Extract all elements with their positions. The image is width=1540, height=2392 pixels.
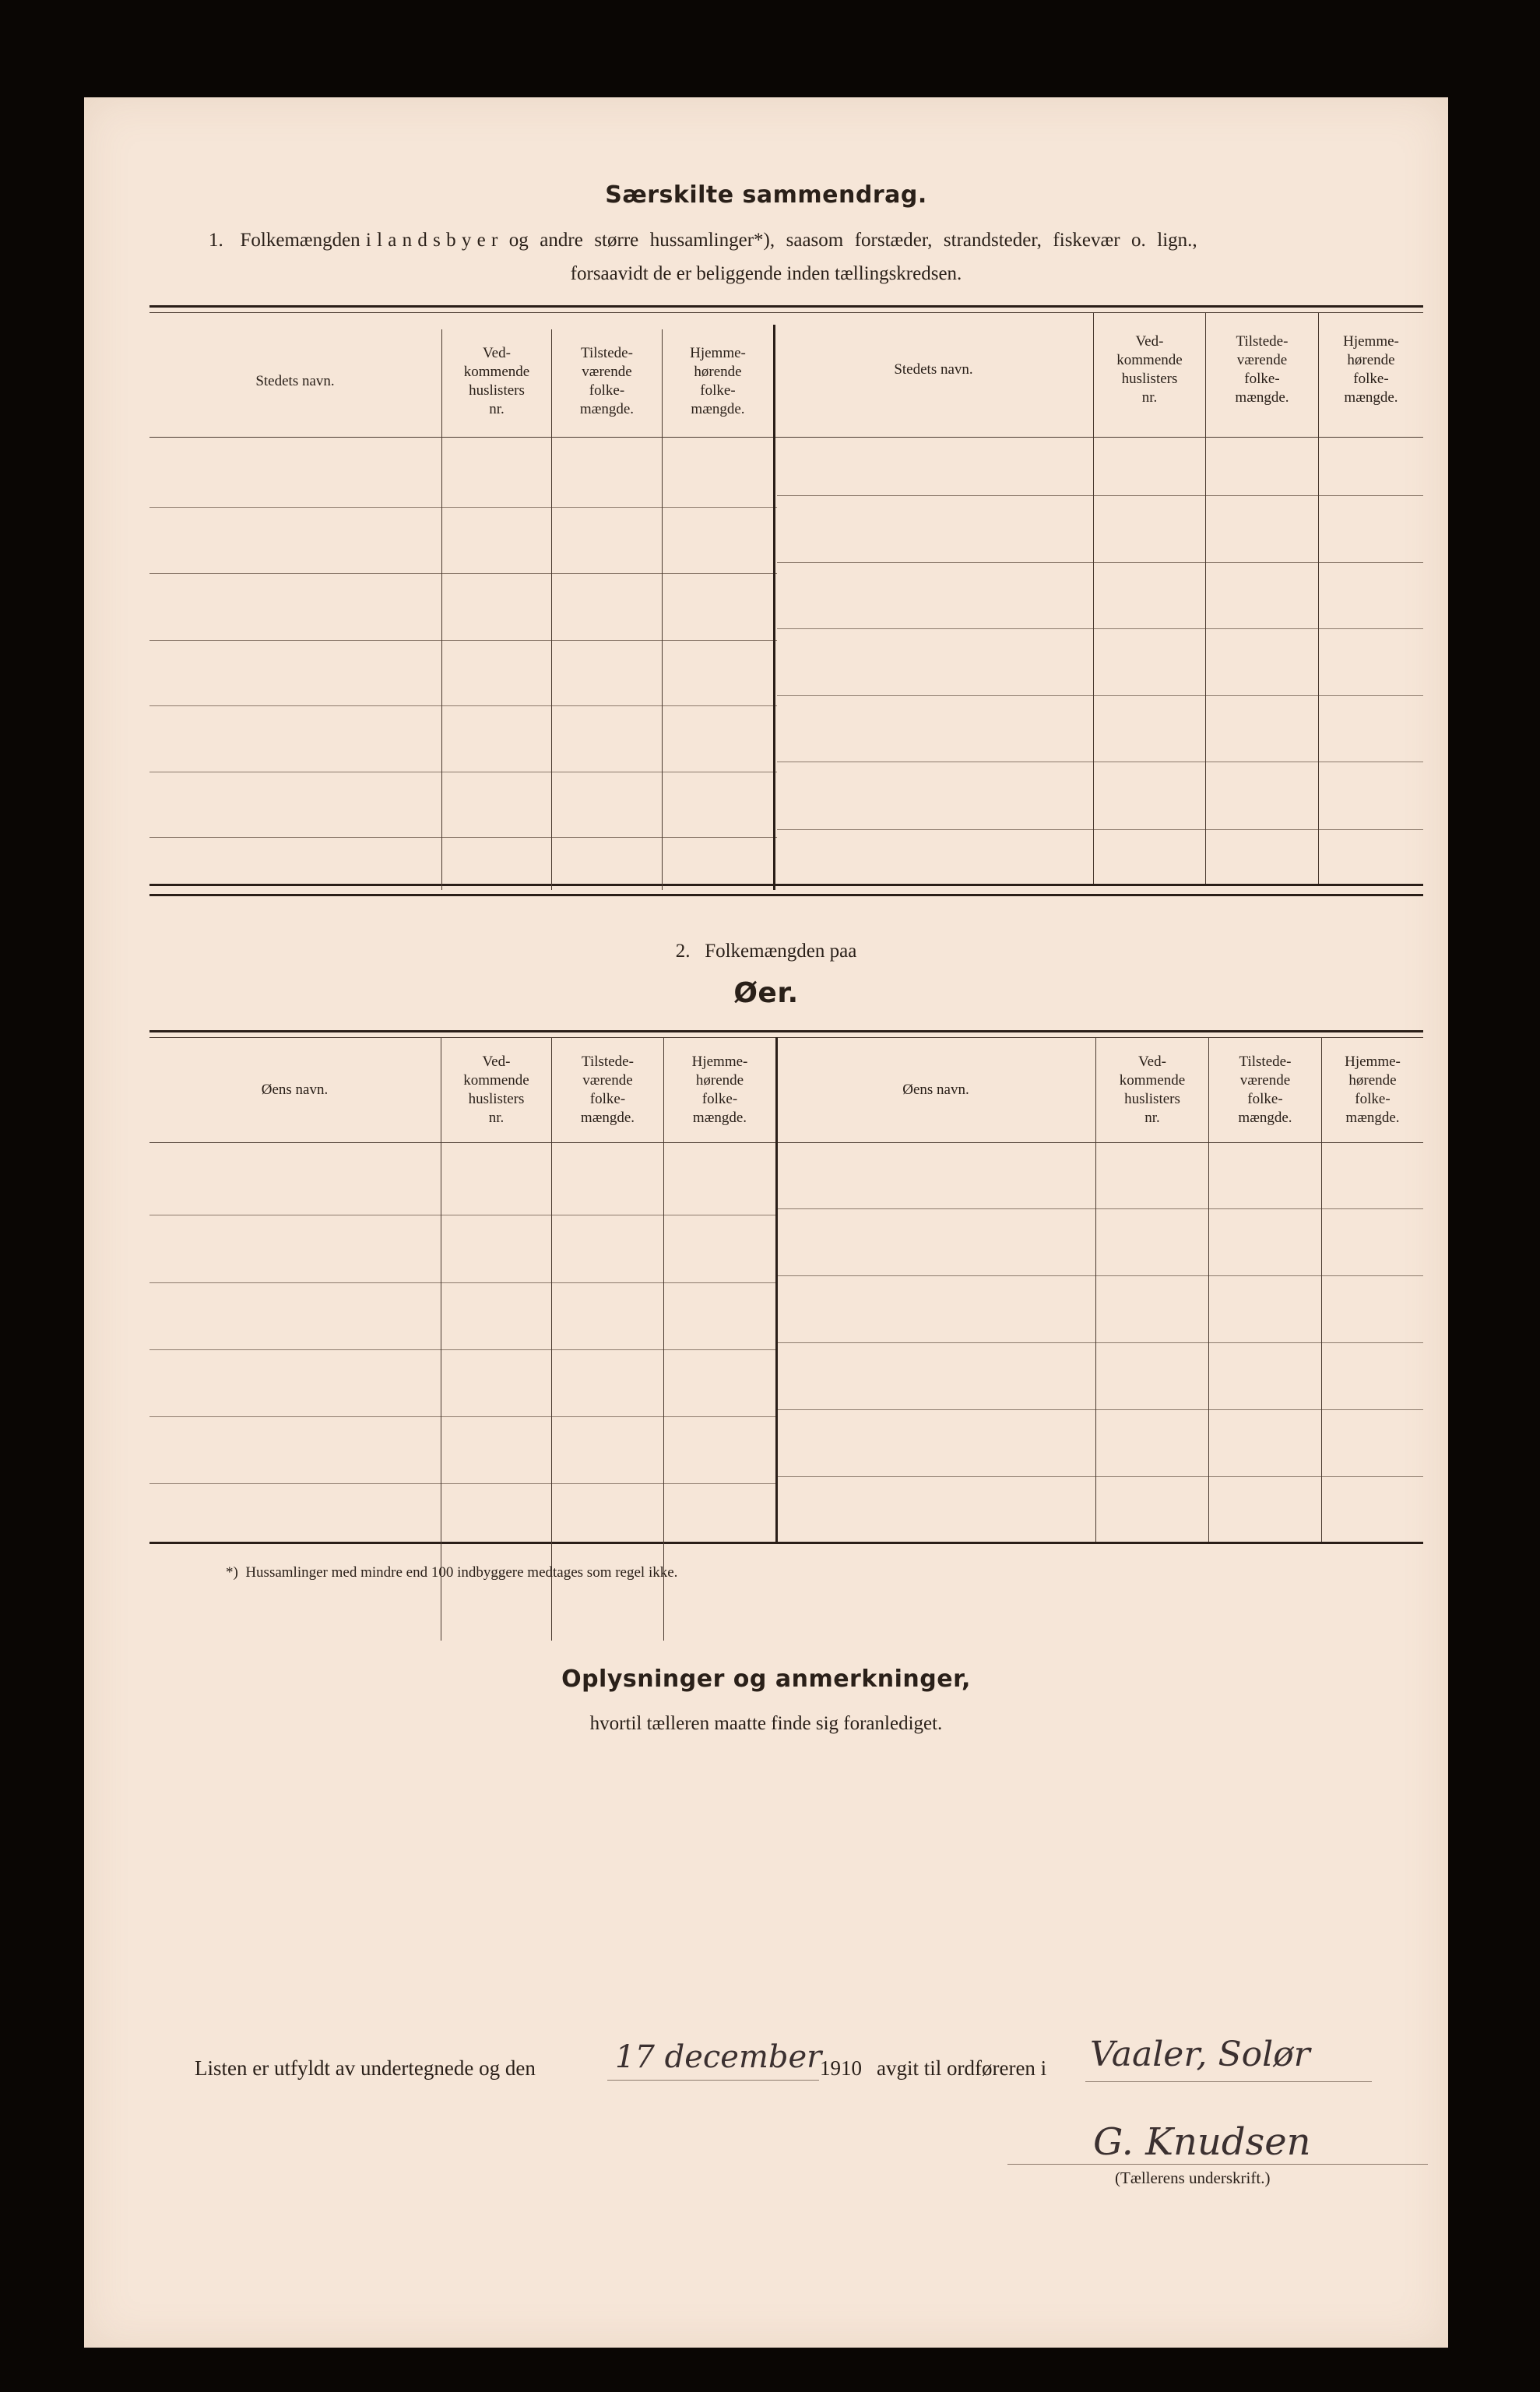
t2-header-tilstede-left: Tilstede- værende folke- mængde. [580, 1054, 635, 1126]
t2-header-name-left: Øens navn. [261, 1082, 329, 1098]
t1-header-hjemme-left: Hjemme- hørende folke- mængde. [690, 345, 746, 417]
t2-header-huslister-left: Ved- kommende huslisters nr. [463, 1054, 529, 1126]
closing-date-handwritten: 17 december [615, 2039, 822, 2075]
t2-header-tilstede-right: Tilstede- værende folke- mængde. [1238, 1054, 1292, 1126]
closing-place-handwritten: Vaaler, Solør [1090, 2035, 1310, 2074]
closing-text-before-date: Listen er utfyldt av undertegnede og den [195, 2056, 536, 2080]
section2-label: 2. Folkemængden paa [675, 941, 857, 962]
t1-header-tilstede-left: Tilstede- værende folke- mængde. [579, 345, 635, 417]
page-heading: Særskilte sammendrag. [605, 181, 927, 209]
t2-header-name-right: Øens navn. [902, 1082, 969, 1098]
t1-header-name-right: Stedets navn. [894, 361, 973, 378]
remarks-subtitle: hvortil tælleren maatte finde sig foranlediget. [589, 1713, 943, 1734]
t1-header-huslister-left: Ved- kommende huslisters nr. [463, 345, 530, 417]
signature-handwritten: G. Knudsen [1093, 2120, 1311, 2164]
section1-intro-line1: 1. Folkemængden i l a n d s b y e r og andre større hussamlinger*), saasom forstæder, strandsteder, fiskevær o. lign., [209, 230, 1197, 251]
t2-header-hjemme-right: Hjemme- hørende folke- mængde. [1345, 1054, 1401, 1126]
remarks-title: Oplysninger og anmerkninger, [561, 1666, 971, 1693]
closing-text-after-year: avgit til ordføreren i [877, 2056, 1047, 2080]
signature-label: (Tællerens underskrift.) [1115, 2169, 1271, 2187]
t1-header-tilstede-right: Tilstede- værende folke- mængde. [1235, 333, 1289, 406]
footnote: *) Hussamlinger med mindre end 100 indbyggere medtages som regel ikke. [226, 1564, 678, 1581]
section1-intro-line2: forsaavidt de er beliggende inden tællingskredsen. [570, 263, 962, 284]
t1-header-name-left: Stedets navn. [255, 373, 335, 389]
t2-header-huslister-right: Ved- kommende huslisters nr. [1119, 1054, 1186, 1126]
t1-header-hjemme-right: Hjemme- hørende folke- mængde. [1343, 333, 1399, 406]
closing-year: 1910 [820, 2056, 862, 2080]
section2-title: Øer. [733, 977, 799, 1009]
t1-header-huslister-right: Ved- kommende huslisters nr. [1116, 333, 1183, 406]
t2-header-hjemme-left: Hjemme- hørende folke- mængde. [691, 1054, 748, 1126]
census-form-page [84, 97, 1448, 2348]
